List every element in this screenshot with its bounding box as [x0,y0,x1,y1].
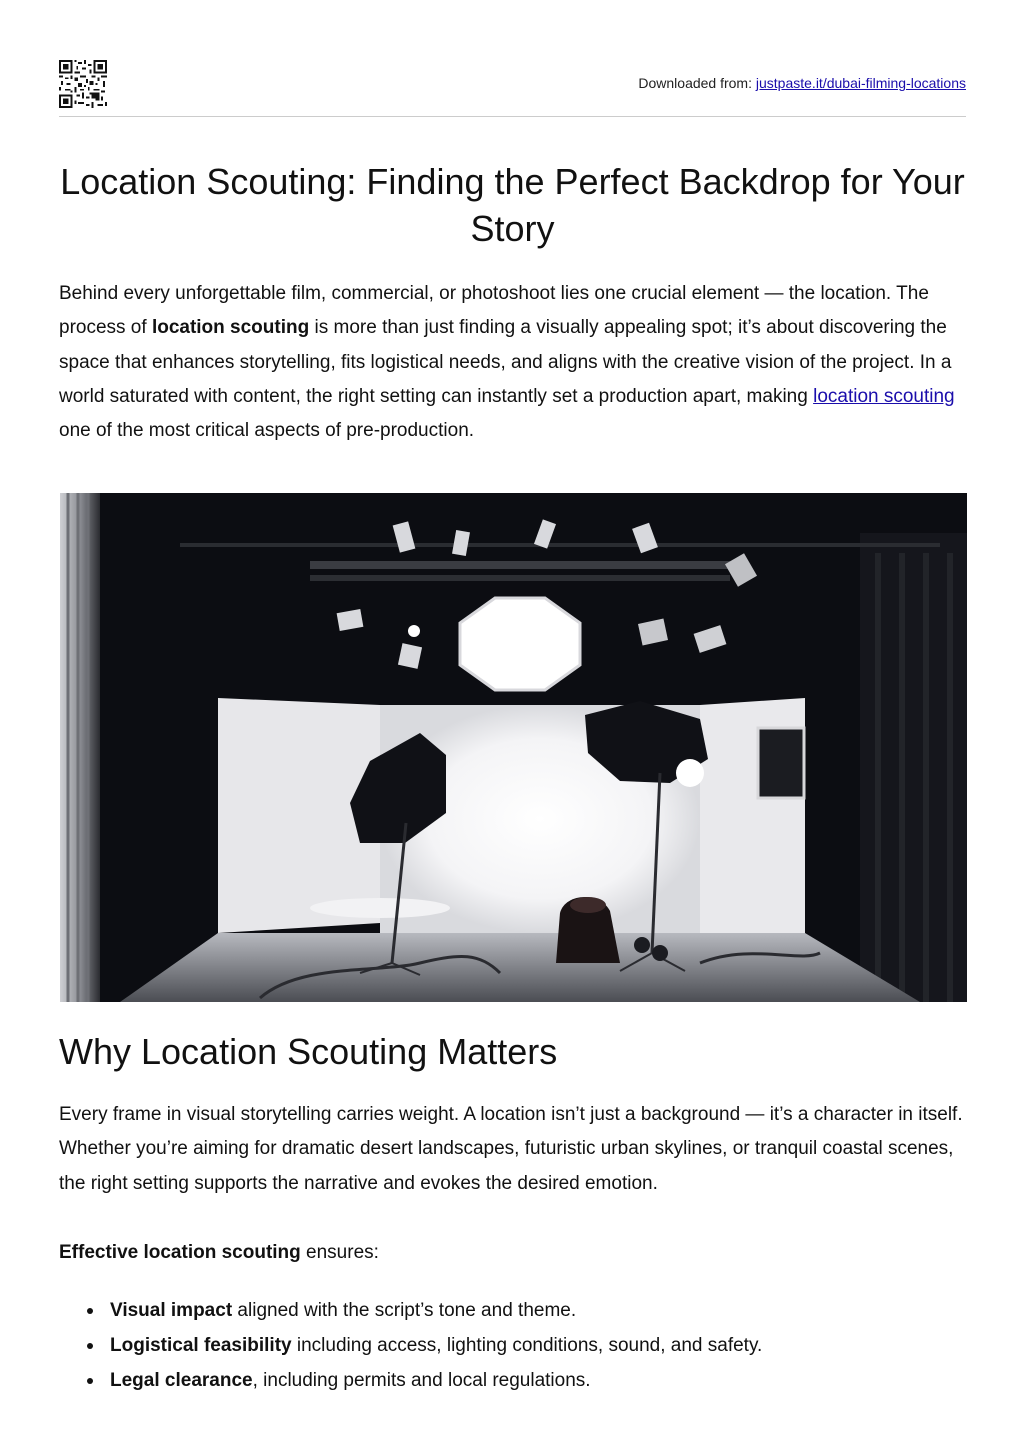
section-heading: Why Location Scouting Matters [59,1031,558,1072]
intro-paragraph [59,277,969,448]
ensures-line [59,1236,969,1270]
download-source [638,75,966,91]
list-item-bold: Legal clearance [110,1370,253,1391]
list-item [59,1328,969,1363]
source-link[interactable]: justpaste.it/dubai-filming-locations [755,75,966,91]
list-item-text: aligned with the script’s tone and theme. [232,1300,577,1321]
bullet-icon [87,1378,93,1384]
list-item [59,1363,969,1398]
intro-bold: location scouting [151,317,310,339]
bullet-icon [87,1343,93,1349]
qr-code-icon [59,60,107,108]
list-item-bold: Logistical feasibility [110,1335,292,1356]
downloaded-label: Downloaded from: [638,75,756,91]
photo-studio-image [60,493,967,1002]
list-item-bold: Visual impact [110,1300,233,1321]
ensures-bold: Effective location scouting [59,1242,301,1263]
list-item-text: , including permits and local regulations. [252,1370,591,1391]
ensures-rest: ensures: [300,1242,379,1263]
intro-text-3: one of the most critical aspects of pre-production. [59,420,475,442]
page-title: Location Scouting: Finding the Perfect Backdrop for Your Story [60,161,965,249]
list-item-text: including access, lighting conditions, sound, and safety. [291,1335,763,1356]
page-header [59,60,966,117]
bullet-icon [87,1308,93,1314]
studio-photo-illustration [60,493,967,1002]
intro-text-1: Behind every unforgettable film, commercial, or photoshoot lies one crucial element — the location. The process of [59,283,929,339]
location-scouting-link[interactable]: location scouting [813,385,955,407]
intro-text-2: is more than just finding a visually appealing spot; it’s about discovering the space that enhances storytelling, fits logistical needs, and aligns with the creative vision of the project. In a world saturated with content, the right setting can instantly set a production apart, making [59,317,952,407]
list-item [59,1293,969,1328]
benefits-list [59,1293,969,1398]
section-paragraph: Every frame in visual storytelling carries weight. A location isn’t just a background — it’s a character in itself. Whether you’re aiming for dramatic desert landscapes, futuristic urban skylines, or tranquil coastal scenes, the right setting supports the narrative and evokes the desired emotion. [59,1104,963,1194]
